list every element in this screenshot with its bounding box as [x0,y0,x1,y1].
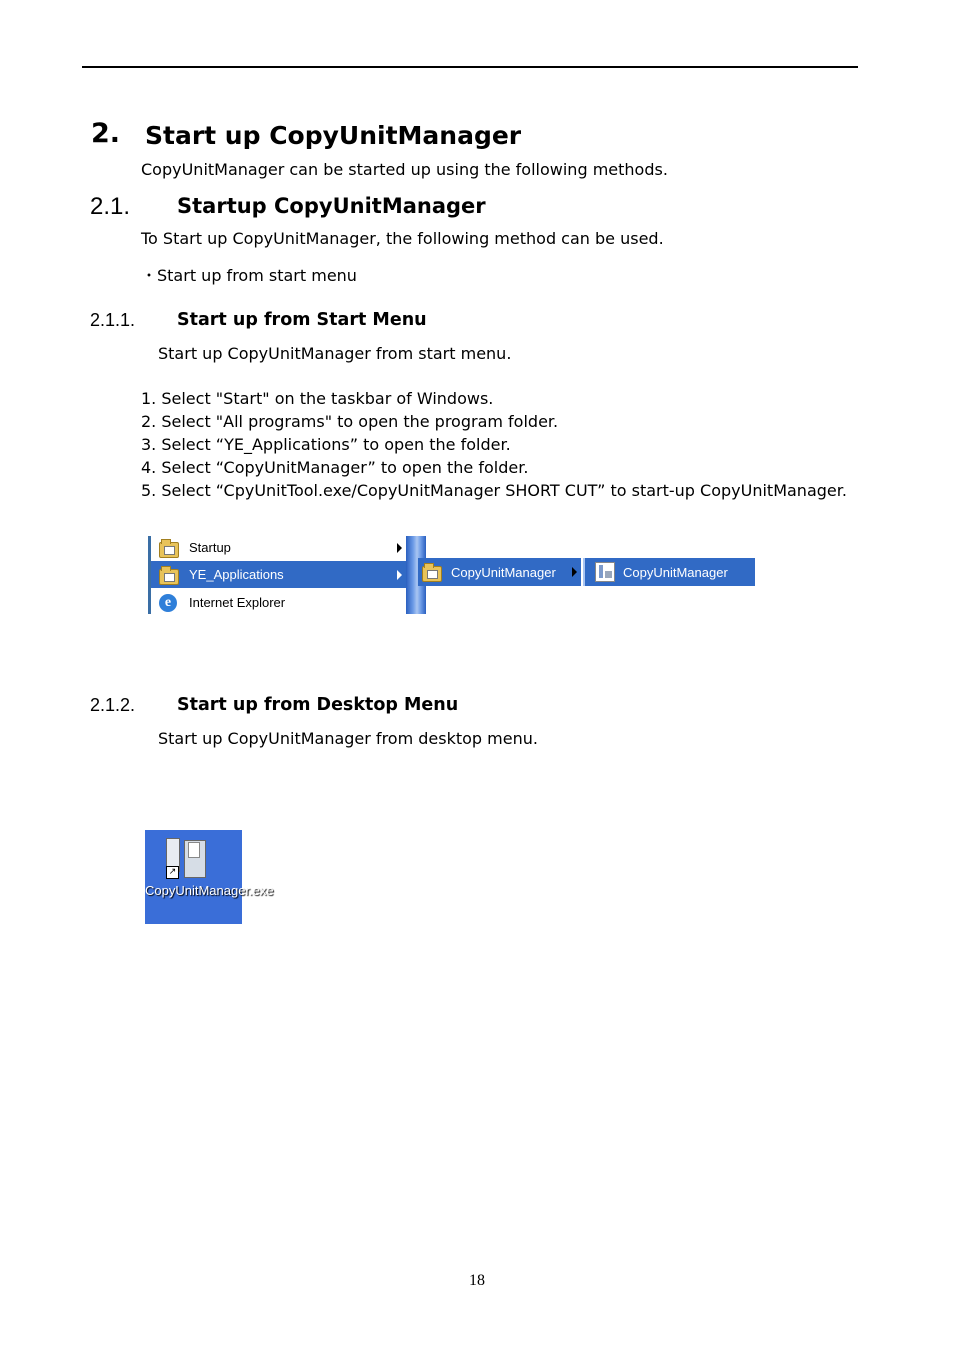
program-copyunitmanager[interactable] [583,558,755,586]
step-2: 2. Select "All programs" to open the program folder. [141,412,559,431]
menu-item-ye-applications[interactable] [151,561,406,588]
submenu-arrow-icon [397,570,402,580]
desktop-shortcut[interactable] [145,830,274,924]
menu-item-startup[interactable] [151,534,406,561]
menu-item-label: Startup [189,540,231,555]
menu-item-internet-explorer[interactable] [151,589,406,616]
subsection-intro: To Start up CopyUnitManager, the following method can be used. [141,229,664,248]
copyunitmanager-app-icon [595,562,615,582]
start-menu-screenshot [148,536,756,614]
menu-item-label: YE_Applications [189,567,284,582]
folder-icon [422,563,442,581]
bullet-item: ・Start up from start menu [141,266,357,285]
desktop-title: Start up from Desktop Menu [177,695,459,715]
folder-icon [159,566,179,584]
step-1: 1. Select "Start" on the taskbar of Windows. [141,389,494,408]
desktop-intro: Start up CopyUnitManager from desktop menu. [158,729,538,748]
start-menu-intro: Start up CopyUnitManager from start menu. [158,344,512,363]
submenu-arrow-icon [397,543,402,553]
page-number: 18 [469,1272,485,1289]
folder-icon [159,539,179,557]
step-4: 4. Select “CopyUnitManager” to open the folder. [141,458,529,477]
desktop-number: 2.1.2. [90,695,136,715]
start-menu-number: 2.1.1. [90,310,136,330]
section-number: 2. [91,118,121,149]
step-5: 5. Select “CpyUnitTool.exe/CopyUnitManager SHORT CUT” to start-up CopyUnitManager. [141,481,847,500]
shortcut-label: CopyUnitManager.exe [145,883,274,898]
header-rule [82,66,858,68]
submenu-label: CopyUnitManager [451,564,556,580]
program-label: CopyUnitManager [623,564,728,580]
subsection-number: 2.1. [90,193,131,220]
copyunitmanager-shortcut-icon [166,838,206,878]
subsection-title: Startup CopyUnitManager [177,194,486,218]
programs-menu [148,536,406,614]
shortcut-arrow-icon: ↗ [166,866,179,879]
submenu-arrow-icon [572,567,577,577]
menu-item-label: Internet Explorer [189,595,286,610]
step-3: 3. Select “YE_Applications” to open the folder. [141,435,511,454]
start-menu-title: Start up from Start Menu [177,310,427,330]
section-title: Start up CopyUnitManager [145,121,522,150]
internet-explorer-icon: e [159,594,179,612]
submenu-copyunitmanager[interactable] [418,558,581,586]
section-intro: CopyUnitManager can be started up using the following methods. [141,160,668,179]
